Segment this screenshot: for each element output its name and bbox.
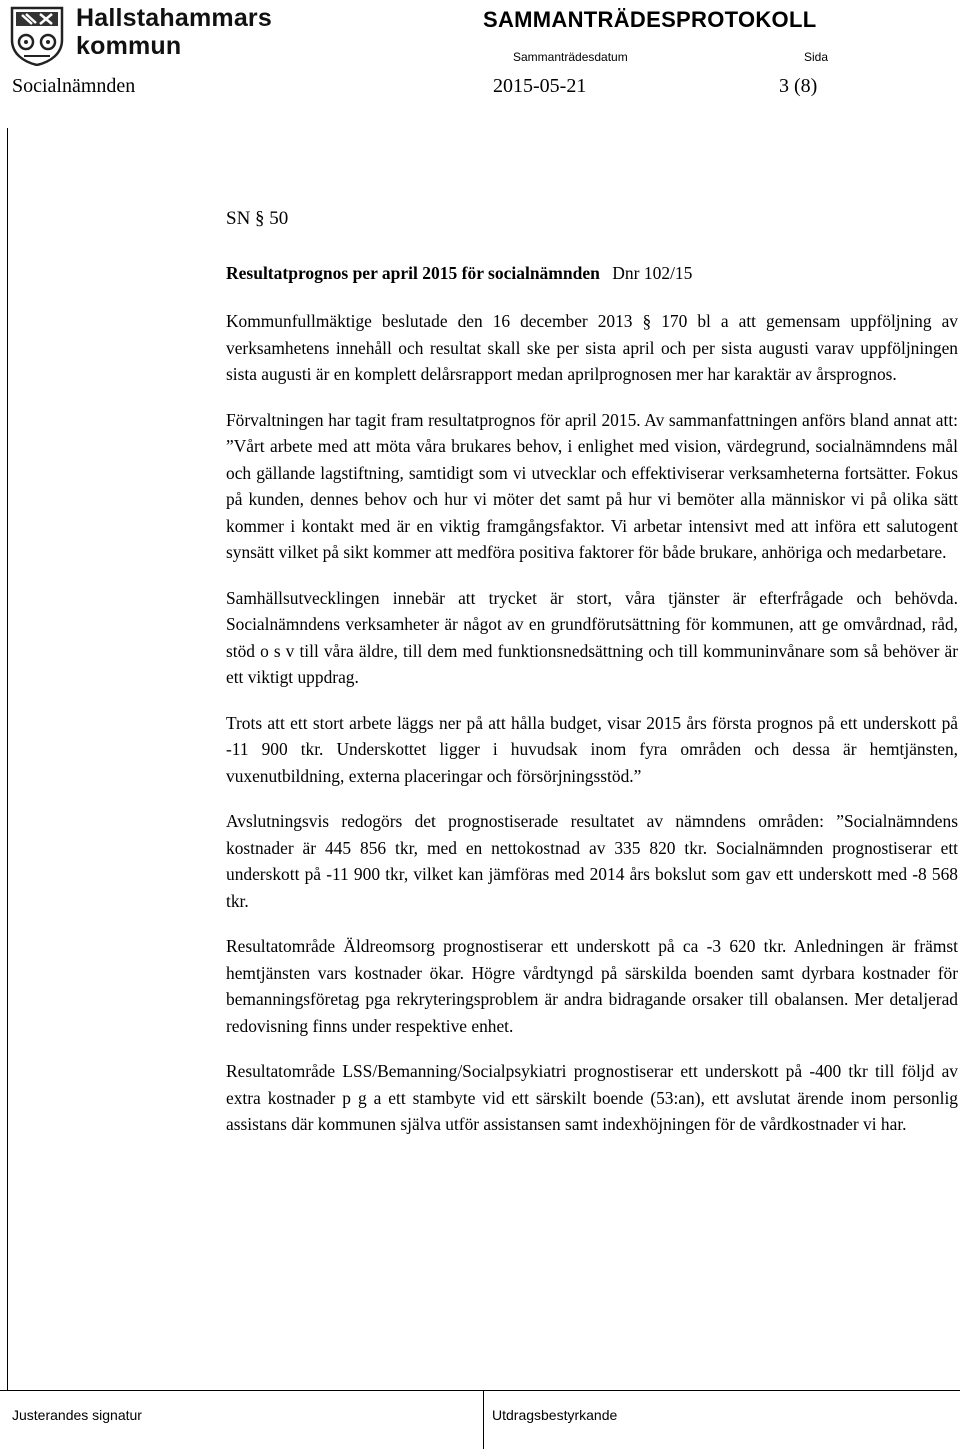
paragraph: Kommunfullmäktige beslutade den 16 december 2013 § 170 bl a att gemensam uppföljning av verksamhetens innehåll och resultat skall ske per sista april och per sista augusti varav uppföljningen sista augusti är en komplett delårsrapport medan aprilprognosen mer har karaktär av årsprognos. xyxy=(226,311,958,384)
org-line-2: kommun xyxy=(76,32,182,60)
committee-name: Socialnämnden xyxy=(12,75,136,97)
document-title: SAMMANTRÄDESPROTOKOLL xyxy=(483,7,817,32)
main-content xyxy=(226,206,958,1157)
section-number: SN § 50 xyxy=(226,208,289,229)
meeting-date-label: Sammanträdesdatum xyxy=(513,50,628,64)
paragraph: Resultatområde Äldreomsorg prognostiserar ett underskott på ca -3 620 tkr. Anledningen är främst hemtjänsten vars kostnader ökar. Högre vårdtyngd på särskilda boenden samt dyrbara kostnader för bemanningsföretag pga rekryteringsproblem är andra bidragande orsaker till obalansen. Mer detaljerad redovisning finns under respektive enhet. xyxy=(226,936,958,1036)
footer-rule xyxy=(0,1390,960,1391)
section-heading xyxy=(226,260,958,287)
extract-certification-label: Utdragsbestyrkande xyxy=(492,1407,618,1423)
paragraph: Samhällsutvecklingen innebär att trycket är stort, våra tjänster är efterfrågade och behövda. Socialnämndens verksamheter är något av en grundförutsättning för kommunen, att ge omvårdnad, råd, stöd o s v till våra äldre, till dem med funktionsnedsättning och till kommuninvånare som så behöver är ett viktigt uppdrag. xyxy=(226,587,958,687)
page-label: Sida xyxy=(804,50,829,64)
municipal-coat-of-arms-logo xyxy=(10,6,64,66)
diary-number: Dnr 102/15 xyxy=(612,262,693,283)
section-title: Resultatprognos per april 2015 för socialnämnden xyxy=(226,262,600,283)
paragraph: Trots att ett stort arbete läggs ner på att hålla budget, visar 2015 års första prognos på ett underskott på -11 900 tkr. Underskottet ligger i huvudsak inom fyra områden och dessa är hemtjänsten, vuxenutbildning, externa placeringar och försörjningsstöd.” xyxy=(226,712,958,786)
org-line-1: Hallstahammars xyxy=(76,4,272,32)
paragraph: Avslutningsvis redogörs det prognostiserade resultatet av nämndens områden: ”Socialnämndens kostnader är 445 856 tkr, med en nettokostnad av 335 820 tkr. Socialnämnden prognostiserar ett underskott på -11 900 tkr, vilket kan jämföras med 2014 års bokslut som gav ett underskott med -8 568 tkr. xyxy=(226,811,958,911)
page-number: 3 (8) xyxy=(779,75,818,97)
paragraph: Resultatområde LSS/Bemanning/Socialpsykiatri prognostiserar ett underskott på -400 tkr till följd av extra kostnader p g a ett stambyte vid ett särskilt boende (53:an), ett avslutat ärende inom personlig assistans där kommunen själva utför assistansen samt indexhöjningen för de vårdkostnader vi har. xyxy=(226,1061,958,1134)
organization-name xyxy=(76,4,272,60)
footer-divider xyxy=(483,1390,484,1449)
paragraph: Förvaltningen har tagit fram resultatprognos för april 2015. Av sammanfattningen anförs bland annat att: ”Vårt arbete med att möta våra brukares behov, i enlighet med vision, värdegrund, socialnämndens mål och gällande lagstiftning, samtidigt som vi utvecklar och effektiviserar verksamheterna fortsätter. Fokus på kunden, dennes behov och hur vi möter det samt på hur vi bemöter alla människor vi på olika sätt kommer i kontakt med är en viktig framgångsfaktor. Vi arbetar intensivt med att införa ett salutogent synsätt vilket på sikt kommer att medföra positiva faktorer för både brukare, anhöriga och medarbetare. xyxy=(226,409,958,562)
left-margin-rule xyxy=(7,128,8,1390)
adjuster-signature-label: Justerandes signatur xyxy=(12,1407,142,1423)
meeting-date: 2015-05-21 xyxy=(493,75,587,97)
